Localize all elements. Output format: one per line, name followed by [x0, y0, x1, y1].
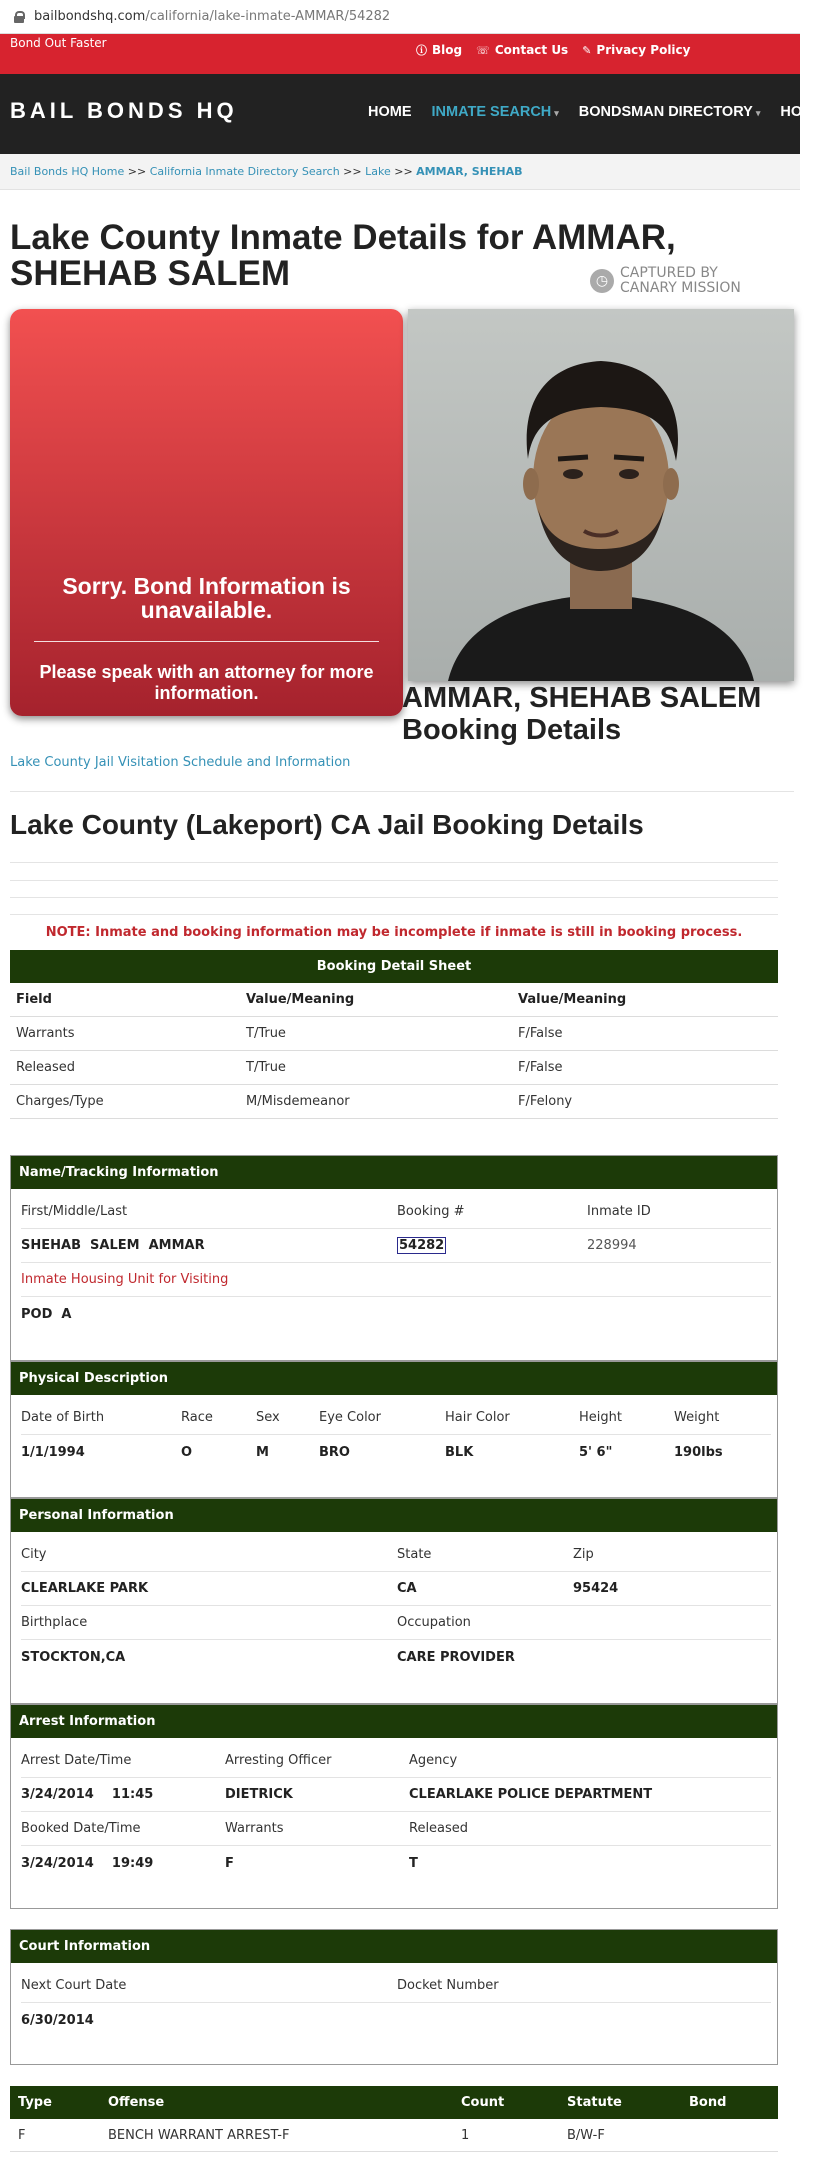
phone-icon: ☏ — [476, 43, 490, 57]
nav-inmate-search[interactable]: INMATE SEARCH ▾ — [431, 104, 559, 120]
bond-info-box — [10, 309, 403, 716]
personal-information-panel: Personal Information City State Zip CLEARLAKE PARK CA 95424 Birthplace Occupation STOCKTON,CA CARE PROVIDER — [10, 1498, 778, 1704]
nav-how[interactable]: HOW — [780, 104, 816, 120]
visitation-link[interactable]: Lake County Jail Visitation Schedule and Information — [10, 755, 351, 770]
inmate-id: 228994 — [587, 1238, 637, 1253]
divider — [10, 897, 778, 898]
divider — [10, 791, 794, 792]
breadcrumb: Bail Bonds HQ Home >> California Inmate Directory Search >> Lake >> AMMAR, SHEHAB — [0, 154, 800, 190]
panel-title: Court Information — [11, 1930, 777, 1963]
table-row: Charges/Type M/Misdemeanor F/Felony — [10, 1085, 778, 1119]
nav-home[interactable]: HOME — [368, 104, 412, 120]
main-nav — [0, 74, 816, 154]
panel-title: Physical Description — [11, 1362, 777, 1395]
housing-label: Inmate Housing Unit for Visiting — [21, 1263, 771, 1297]
booking-detail-sheet — [10, 950, 778, 1119]
address-bar[interactable] — [0, 0, 800, 34]
name-tracking-panel: Name/Tracking Information First/Middle/Last Booking # Inmate ID SHEHAB SALEM AMMAR 54282 228994 Inmate Housing Unit for Visiting POD A — [10, 1155, 778, 1361]
table-header: Field Value/Meaning Value/Meaning — [10, 983, 778, 1017]
site-logo[interactable]: BAIL BONDS HQ — [10, 98, 238, 123]
housing-value: POD A — [21, 1306, 72, 1322]
divider — [10, 862, 778, 863]
arrest-information-panel: Arrest Information Arrest Date/Time Arresting Officer Agency 3/24/2014 11:45 DIETRICK CLEARLAKE POLICE DEPARTMENT Booked Date/Time Warrants Released 3/24/2014 19:49 F T — [10, 1704, 778, 1909]
crumb-california[interactable]: California Inmate Directory Search — [149, 165, 340, 178]
url-path: /california/lake-inmate-AMMAR/54282 — [145, 9, 391, 24]
info-icon: ⓘ — [416, 44, 427, 57]
table-header: Type Offense Count Statute Bond — [10, 2086, 778, 2119]
tagline: Bond Out Faster — [10, 36, 107, 50]
booking-note: NOTE: Inmate and booking information may be incomplete if inmate is still in booking process. — [45, 925, 743, 940]
inmate-name: SHEHAB SALEM AMMAR — [21, 1238, 205, 1253]
table-row: Warrants T/True F/False — [10, 1017, 778, 1051]
crumb-current: AMMAR, SHEHAB — [416, 165, 523, 178]
chevron-down-icon: ▾ — [554, 108, 559, 118]
offense-table — [10, 2086, 778, 2152]
url-domain: bailbondshq.com — [34, 9, 146, 24]
bond-text: Please speak with an attorney for more information. — [39, 662, 374, 703]
page-title: Lake County Inmate Details for AMMAR, SHEHAB SALEM — [10, 218, 676, 293]
table-row: Released T/True F/False — [10, 1051, 778, 1085]
divider — [10, 880, 778, 881]
panel-title: Name/Tracking Information — [11, 1156, 777, 1189]
divider — [10, 914, 778, 915]
divider — [34, 641, 379, 642]
sheet-title: Booking Detail Sheet — [10, 950, 778, 983]
panel-title: Personal Information — [11, 1499, 777, 1532]
court-information-panel: Court Information Next Court Date Docket Number 6/30/2014 — [10, 1929, 778, 2065]
top-links — [416, 42, 690, 58]
crumb-home[interactable]: Bail Bonds HQ Home — [10, 165, 125, 178]
clock-icon: ◷ — [590, 269, 614, 293]
privacy-link[interactable]: ✎ Privacy Policy — [582, 43, 691, 57]
inmate-photo — [408, 309, 794, 681]
lock-icon — [14, 11, 24, 23]
bond-heading: Sorry. Bond Information is unavailable. — [62, 573, 351, 623]
edit-icon: ✎ — [582, 43, 592, 57]
booking-number[interactable]: 54282 — [399, 1238, 445, 1253]
booking-heading: AMMAR, SHEHAB SALEM Booking Details — [402, 682, 762, 746]
physical-description-panel: Physical Description Date of Birth Race Sex Eye Color Hair Color Height Weight 1/1/1994 O M BRO BLK 5' 6" 190lbs — [10, 1361, 778, 1498]
chevron-down-icon: ▾ — [755, 108, 761, 118]
watermark: ◷ CAPTURED BY CANARY MISSION — [590, 266, 760, 296]
panel-title: Arrest Information — [11, 1705, 777, 1738]
jail-heading: Lake County (Lakeport) CA Jail Booking Details — [10, 809, 644, 840]
crumb-lake[interactable]: Lake — [365, 165, 391, 178]
nav-menu — [368, 104, 816, 120]
blog-link[interactable]: ⓘ Blog — [416, 43, 463, 57]
top-bar — [0, 34, 800, 74]
nav-bondsman-directory[interactable]: BONDSMAN DIRECTORY ▾ — [578, 104, 761, 120]
contact-link[interactable]: ☏ Contact Us — [476, 43, 569, 57]
table-row: F BENCH WARRANT ARREST-F 1 B/W-F — [10, 2119, 778, 2152]
